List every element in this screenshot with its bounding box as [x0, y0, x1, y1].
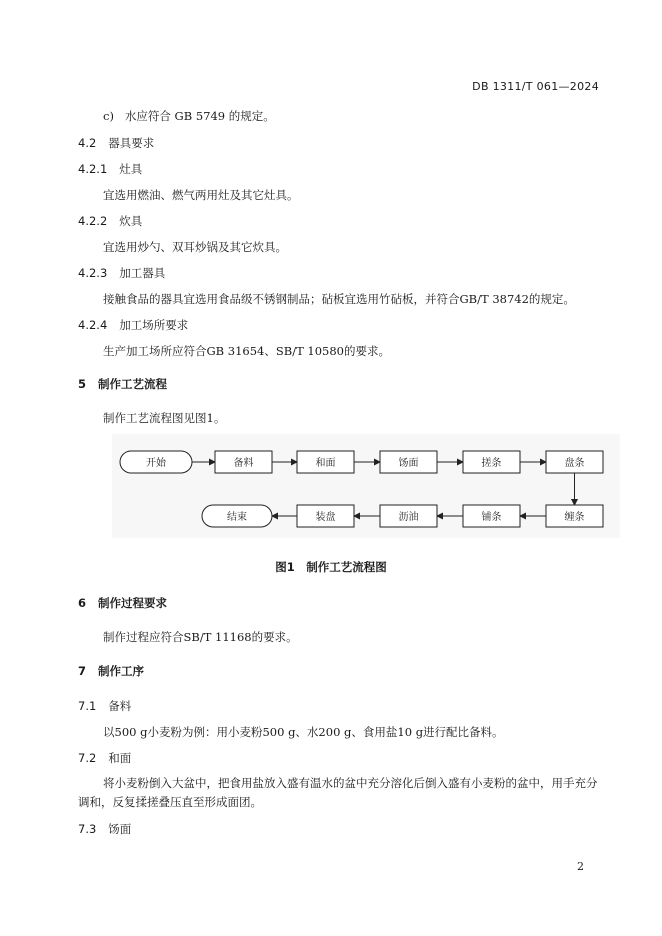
list-item-text: 水应符合 GB 5749 的规定。: [124, 109, 275, 123]
section-title: 加工场所要求: [119, 318, 189, 332]
flow-node-label: 盘条: [564, 458, 585, 469]
section-number: 7.2: [78, 751, 97, 765]
section-title: 灶具: [119, 162, 143, 176]
section-title: 器具要求: [108, 136, 155, 150]
section-number: 4.2.4: [78, 318, 108, 332]
flow-end-label: 结束: [227, 512, 247, 523]
section-number: 4.2.3: [78, 266, 108, 280]
section-7-1-heading: [78, 698, 131, 714]
section-number: 7.3: [78, 822, 97, 836]
section-7-2-body-line-2: 调和，反复揉搓叠压直至形成面团。: [78, 795, 262, 809]
section-5-heading: [78, 376, 167, 392]
flow-node-label: 铺条: [481, 512, 502, 523]
section-7-2-heading: [78, 750, 131, 766]
section-title: 备料: [108, 699, 132, 713]
flow-node-label: 缠条: [564, 512, 585, 523]
section-4-2-3-heading: [78, 265, 165, 281]
document-code: DB 1311/T 061—2024: [472, 80, 599, 93]
process-flowchart: [112, 434, 620, 538]
section-4-2-heading: [78, 135, 154, 151]
list-marker: c): [103, 109, 114, 123]
section-4-2-3-body: 接触食品的器具宜选用食品级不锈钢制品；砧板宜选用竹砧板，并符合GB/T 38742的规定。: [103, 292, 575, 306]
section-title: 饧面: [108, 822, 132, 836]
section-7-1-body: 以500 g小麦粉为例：用小麦粉500 g、水200 g、食用盐10 g进行配比备料。: [103, 725, 504, 739]
section-number: 6: [78, 596, 87, 610]
page-number: 2: [577, 860, 584, 873]
flow-node-label: 装盘: [315, 512, 336, 523]
list-item-c: [103, 108, 275, 124]
section-4-2-2-heading: [78, 213, 142, 229]
section-number: 7.1: [78, 699, 97, 713]
section-6-heading: [78, 595, 167, 611]
section-4-2-4-body: 生产加工场所应符合GB 31654、SB/T 10580的要求。: [103, 344, 390, 358]
section-number: 5: [78, 377, 87, 391]
section-7-2-body-line-1: 将小麦粉倒入大盆中，把食用盐放入盛有温水的盆中充分溶化后倒入盛有小麦粉的盆中，用手充分: [103, 776, 598, 790]
flow-node-label: 沥油: [398, 512, 419, 523]
flow-node-label: 饧面: [398, 458, 419, 469]
section-4-2-1-body: 宜选用燃油、燃气两用灶及其它灶具。: [103, 188, 299, 202]
section-5-body: 制作工艺流程图见图1。: [103, 411, 226, 425]
section-4-2-4-heading: [78, 317, 188, 333]
section-4-2-2-body: 宜选用炒勺、双耳炒锅及其它炊具。: [103, 240, 287, 254]
section-number: 4.2.2: [78, 214, 108, 228]
section-title: 加工器具: [119, 266, 166, 280]
flow-node-label: 和面: [315, 458, 336, 469]
flow-start-label: 开始: [146, 458, 166, 469]
flow-node-label: 备料: [233, 458, 254, 469]
section-4-2-1-heading: [78, 161, 142, 177]
section-title: 制作过程要求: [98, 596, 168, 610]
section-number: 4.2.1: [78, 162, 108, 176]
section-number: 4.2: [78, 136, 97, 150]
section-title: 制作工序: [98, 664, 145, 678]
flow-node-label: 搓条: [481, 458, 502, 469]
section-title: 炊具: [119, 214, 143, 228]
section-title: 和面: [108, 751, 132, 765]
section-7-3-heading: [78, 821, 131, 837]
flowchart-svg: [112, 434, 620, 538]
section-title: 制作工艺流程: [98, 377, 168, 391]
figure-caption: 图1 制作工艺流程图: [275, 560, 387, 574]
section-7-heading: [78, 663, 144, 679]
section-number: 7: [78, 664, 87, 678]
section-6-body: 制作过程应符合SB/T 11168的要求。: [103, 630, 298, 644]
